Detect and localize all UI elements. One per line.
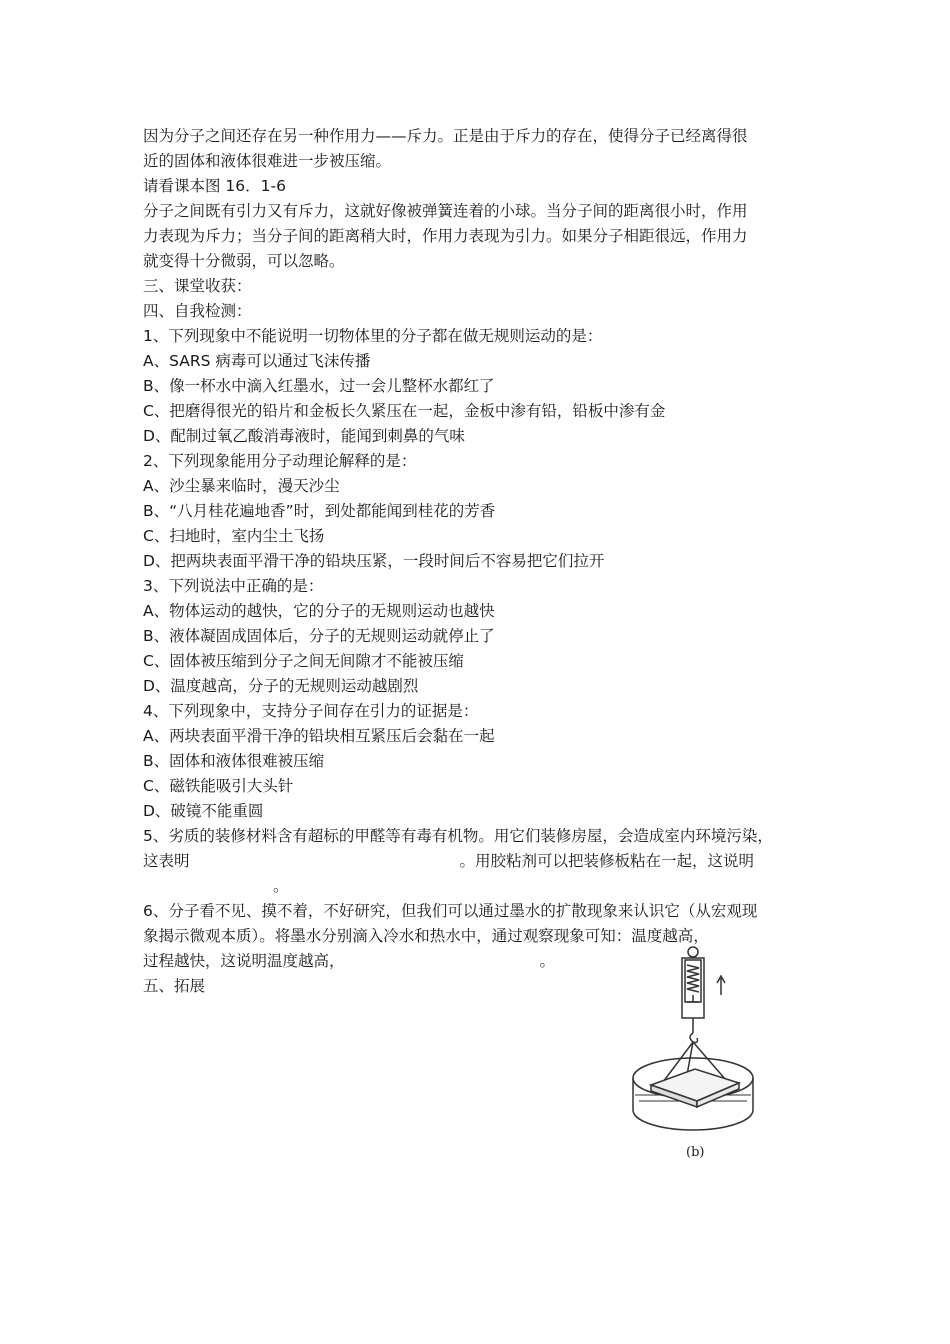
fill-text: 过程越快，这说明温度越高， [143,952,345,970]
option-4b: B、固体和液体很难被压缩 [143,752,325,770]
question-6: 6、分子看不见、摸不着，不好研究，但我们可以通过墨水的扩散现象来认识它（从宏观现 [143,902,758,920]
option-4d: D、破镜不能重圆 [143,802,264,820]
question-2: 2、下列现象能用分子动理论解释的是： [143,452,417,470]
paragraph-line: 因为分子之间还存在另一种作用力——斥力。正是由于斥力的存在，使得分子已经离得很 [143,127,748,145]
option-2c: C、扫地时，室内尘土飞扬 [143,527,325,545]
option-2b: B、“八月桂花遍地香”时，到处都能闻到桂花的芳香 [143,502,496,520]
question-5: 5、劣质的装修材料含有超标的甲醛等有毒有机物。用它们装修房屋，会造成室内环境污染， [143,827,773,845]
option-1d: D、配制过氧乙酸消毒液时，能闻到刺鼻的气味 [143,427,465,445]
fill-text: 这表明 [143,852,190,870]
spring-scale-figure [627,945,777,1170]
option-2a: A、沙尘暴来临时，漫天沙尘 [143,477,340,495]
option-1b: B、像一杯水中滴入红墨水，过一会儿整杯水都红了 [143,377,495,395]
option-1c: C、把磨得很光的铅片和金板长久紧压在一起，金板中渗有铅，铅板中渗有金 [143,402,666,420]
question-3: 3、下列说法中正确的是： [143,577,324,595]
document-body [143,124,818,999]
question-5-fill-line [143,874,818,899]
option-1a: A、SARS 病毒可以通过飞沫传播 [143,352,371,370]
paragraph-line: 就变得十分微弱，可以忽略。 [143,252,345,270]
option-3c: C、固体被压缩到分子之间无间隙才不能被压缩 [143,652,464,670]
option-2d: D、把两块表面平滑干净的铅块压紧，一段时间后不容易把它们拉开 [143,552,605,570]
paragraph-line: 近的固体和液体很难进一步被压缩。 [143,152,392,170]
section-heading: 四、自我检测： [143,302,252,320]
paragraph-line: 力表现为斥力；当分子间的距离稍大时，作用力表现为引力。如果分子相距很远，作用力 [143,227,748,245]
fill-text: 。用胶粘剂可以把装修板粘在一起，这说明 [459,852,755,870]
option-3d: D、温度越高，分子的无规则运动越剧烈 [143,677,419,695]
spring-scale-illustration [627,945,777,1145]
option-4c: C、磁铁能吸引大头针 [143,777,294,795]
question-5-fill-line [143,849,818,874]
paragraph-line: 分子之间既有引力又有斥力，这就好像被弹簧连着的小球。当分子间的距离很小时，作用 [143,202,748,220]
question-4: 4、下列现象中，支持分子间存在引力的证据是： [143,702,479,720]
option-4a: A、两块表面平滑干净的铅块相互紧压后会黏在一起 [143,727,495,745]
fill-text: 。 [273,877,289,895]
paragraph-line: 请看课本图 16．1-6 [143,177,286,195]
fill-text: 。 [539,952,556,970]
option-3b: B、液体凝固成固体后，分子的无规则运动就停止了 [143,627,495,645]
section-heading: 五、拓展 [143,977,206,995]
paragraph-line: 象揭示微观本质）。将墨水分别滴入冷水和热水中，通过观察现象可知：温度越高， [143,927,709,945]
section-heading: 三、课堂收获： [143,277,252,295]
option-3a: A、物体运动的越快，它的分子的无规则运动也越快 [143,602,495,620]
figure-caption: (b) [686,1145,705,1160]
question-1: 1、下列现象中不能说明一切物体里的分子都在做无规则运动的是： [143,327,603,345]
